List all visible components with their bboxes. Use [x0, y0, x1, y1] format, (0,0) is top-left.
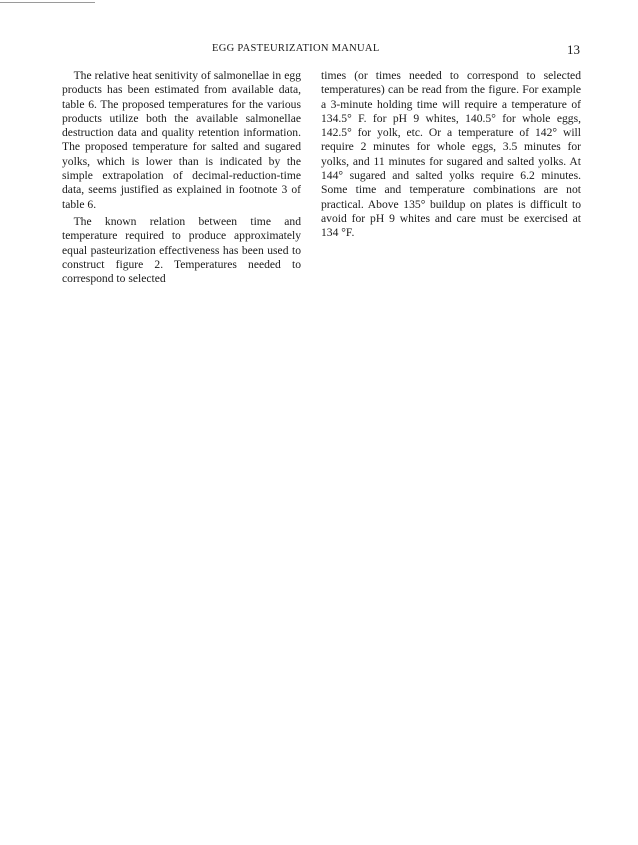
paragraph-figure-reading: times (or times needed to correspond to selected temperatures) can be read from the figure. For example a 3-minute holding time will require a temperature of 134.5° F. for pH 9 whites, 140.5° for whole eggs, 142.5° for yolk, etc. Or a temperature of 142° will require 2 minutes for whole eggs, 3.5 minutes for yolks, and 11 minutes for sugared and salted yolks. At 144° sugared and salted yolks require 6.2 minutes. Some time and temperature combinations are not practical. Above 135° buildup on plates is difficult to avoid for pH 9 whites and care must be exercised at 134 °F. — [321, 69, 581, 240]
corner-rule — [0, 2, 95, 3]
right-column — [321, 69, 581, 241]
paragraph-time-temperature: The known relation between time and temperature required to produce approximately equal pasteurization effectiveness has been used to construct figure 2. Temperatures needed to correspond to selected — [62, 214, 301, 286]
running-head — [0, 43, 638, 59]
paragraph-heat-sensitivity: The relative heat senitivity of salmonellae in egg products has been estimated from available data, table 6. The proposed temperatures for the various products utilize both the available salmonellae destruction data and quality retention information. The proposed temperature for salted and sugared yolks, which is lower than is indicated by the simple extrapolation of decimal-reduction-time data, seems justified as explained in footnote 3 of table 6. — [62, 69, 301, 211]
running-title: EGG PASTEURIZATION MANUAL — [212, 43, 380, 54]
page-number: 13 — [567, 42, 580, 57]
left-column — [62, 69, 301, 286]
